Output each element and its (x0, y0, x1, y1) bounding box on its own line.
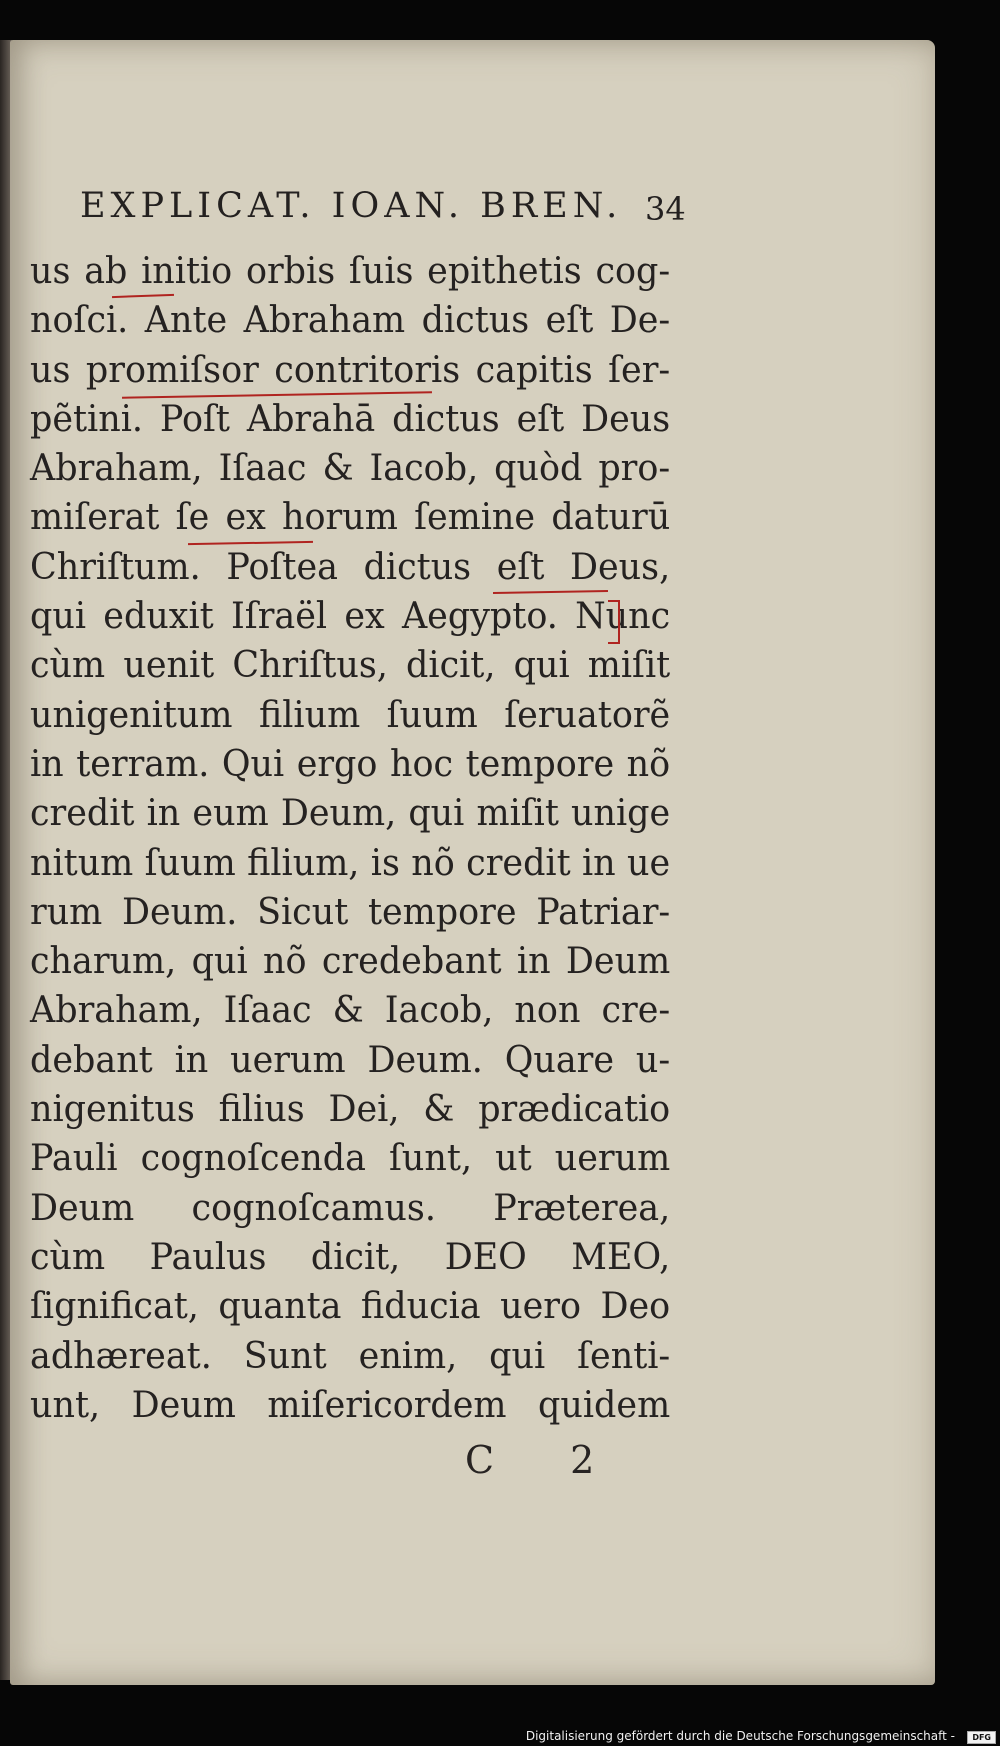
text-line: adhæreat. Sunt enim, qui ſenti- (30, 1335, 671, 1377)
text-line: charum, qui nõ credebant in Deum (30, 941, 671, 983)
red-margin-bracket (608, 600, 620, 644)
dfg-logo: DFG (967, 1731, 996, 1744)
text-line: rum Deum. Sicut tempore Patriar- (30, 891, 671, 933)
folio-number: 34 (645, 190, 686, 228)
text-line: noſci. Ante Abraham dictus eſt De- (30, 300, 671, 342)
text-line: us ab initio orbis ſuis epithetis cog- (30, 251, 671, 292)
text-line: ſignificat, quanta fiducia uero Deo (30, 1286, 671, 1328)
text-line: Chriſtum. Poſtea dictus eſt Deus, (30, 546, 671, 588)
signature-mark: C 2 (465, 1438, 627, 1482)
text-line: cùm uenit Chriſtus, dicit, qui miſit (30, 645, 671, 687)
text-line: debant in uerum Deum. Quare u- (30, 1039, 671, 1081)
text-line: Pauli cognoſcenda ſunt, ut uerum (30, 1138, 671, 1180)
book-page (10, 40, 935, 1685)
text-line: nitum ſuum filium, is nõ credit in ue (30, 842, 671, 884)
text-line: pẽtini. Poſt Abrahā dictus eſt Deus (30, 398, 671, 440)
body-text (30, 247, 690, 1430)
text-line: Abraham, Iſaac & Iacob, quòd pro- (30, 448, 671, 490)
running-head: EXPLICAT. IOAN. BREN. (80, 186, 623, 226)
text-line: credit in eum Deum, qui miſit unige (30, 793, 671, 835)
text-line: Deum cognoſcamus. Præterea, (30, 1187, 671, 1229)
text-line: cùm Paulus dicit, DEO MEO, (30, 1236, 671, 1278)
text-line: us promiſsor contritoris capitis ſer- (30, 349, 671, 391)
text-line: qui eduxit Iſraël ex Aegypto. Nunc (30, 596, 671, 638)
text-line: unigenitum filium ſuum ſeruatorẽ (30, 694, 671, 736)
digitization-credit: Digitalisierung gefördert durch die Deutsche Forschungsgemeinschaft - (525, 1729, 955, 1743)
text-line: in terram. Qui ergo hoc tempore nõ (30, 743, 671, 785)
text-line: miſerat ſe ex horum ſemine daturū (30, 497, 671, 539)
text-line: unt, Deum miſericordem quidem (30, 1384, 671, 1426)
text-line: Abraham, Iſaac & Iacob, non cre- (30, 990, 671, 1032)
text-line: nigenitus filius Dei, & prædicatio (30, 1089, 671, 1131)
